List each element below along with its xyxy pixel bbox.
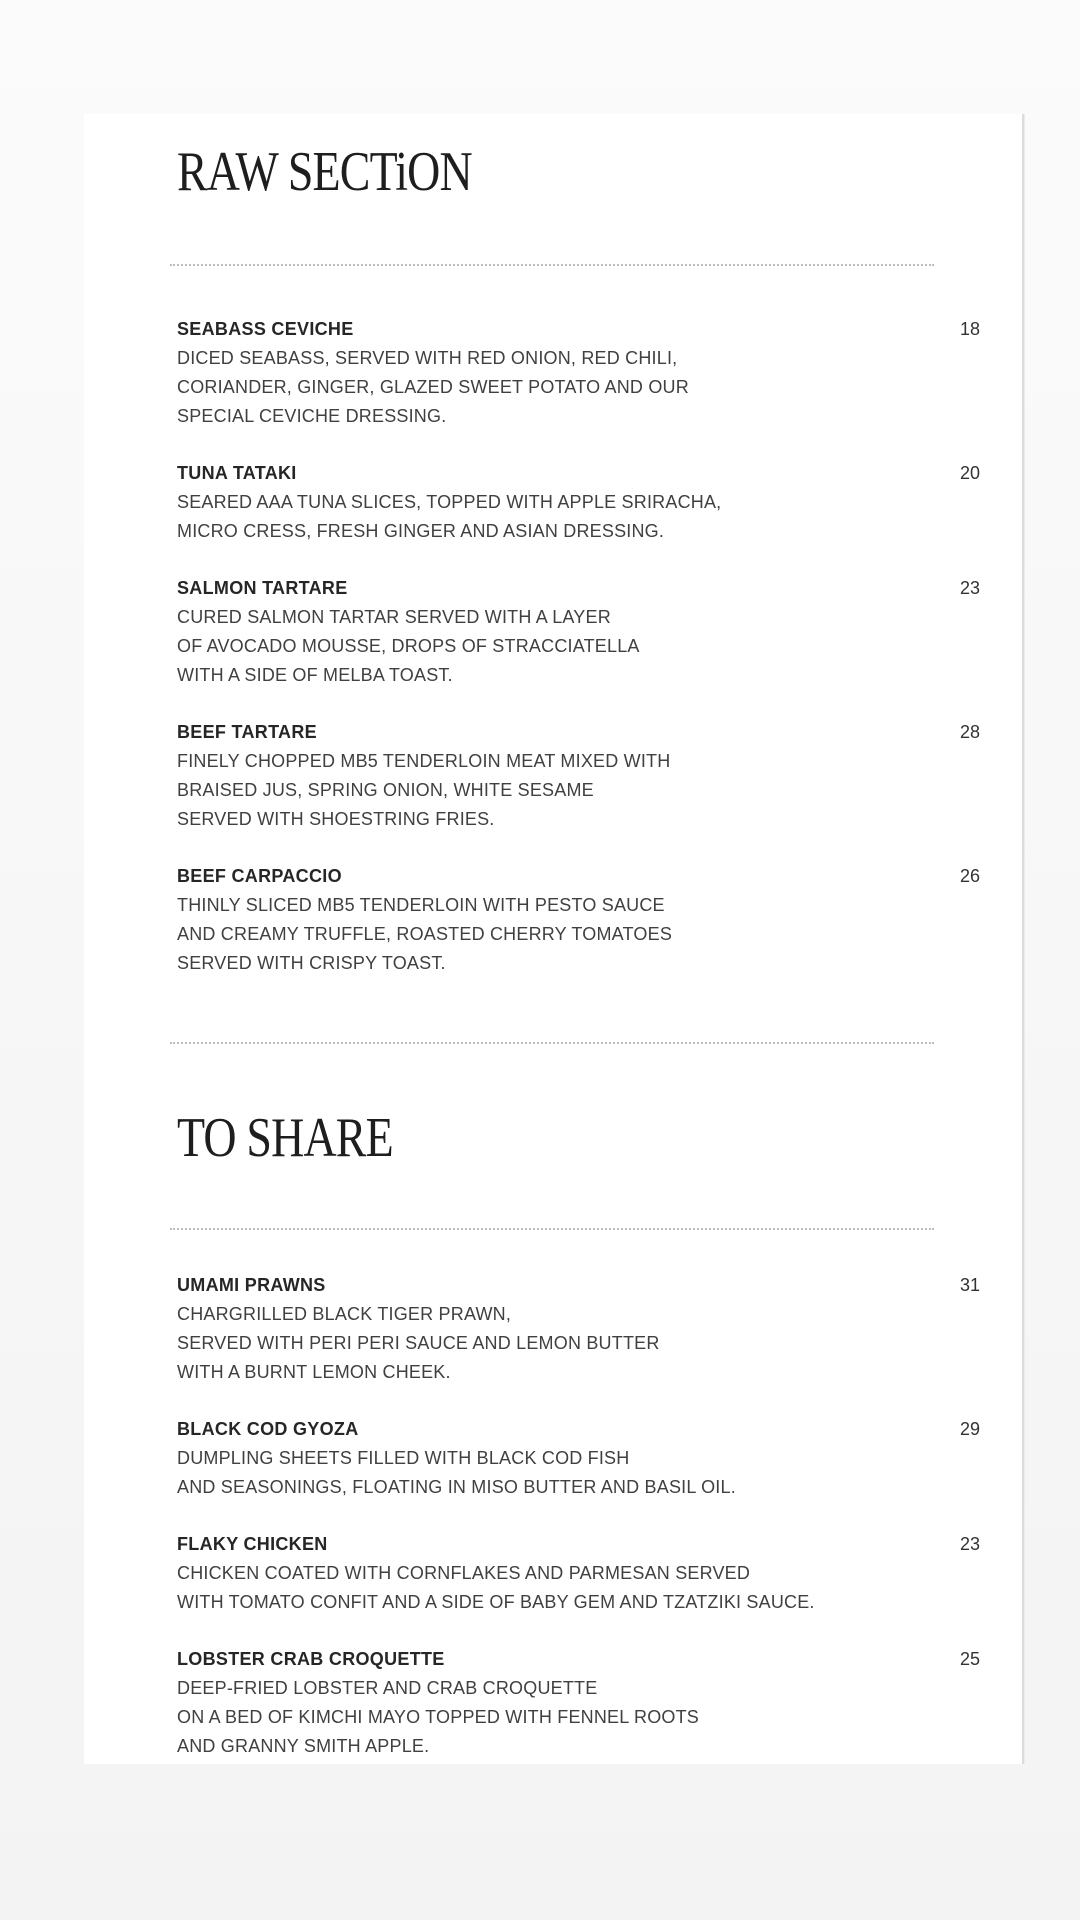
item-price: 28 xyxy=(960,722,981,742)
item-description: CHICKEN COATED WITH CORNFLAKES AND PARMESAN SERVED WITH TOMATO CONFIT AND A SIDE OF BABY GEM AND TZATZIKI SAUCE. xyxy=(177,1563,815,1612)
menu-item xyxy=(177,459,981,546)
item-name: TUNA TATAKI xyxy=(177,463,297,483)
menu-item xyxy=(177,1415,981,1502)
item-price: 26 xyxy=(960,866,981,886)
item-description: THINLY SLICED MB5 TENDERLOIN WITH PESTO SAUCE AND CREAMY TRUFFLE, ROASTED CHERRY TOMATOES SERVED WITH CRISPY TOAST. xyxy=(177,895,673,973)
item-description: DEEP-FRIED LOBSTER AND CRAB CROQUETTE ON A BED OF KIMCHI MAYO TOPPED WITH FENNEL ROOTS AND GRANNY SMITH APPLE. xyxy=(177,1678,700,1756)
menu-item xyxy=(177,1530,981,1617)
item-description: SEARED AAA TUNA SLICES, TOPPED WITH APPLE SRIRACHA, MICRO CRESS, FRESH GINGER AND ASIAN DRESSING. xyxy=(177,492,722,541)
menu-item xyxy=(177,574,981,690)
item-description: DUMPLING SHEETS FILLED WITH BLACK COD FISH AND SEASONINGS, FLOATING IN MISO BUTTER AND BASIL OIL. xyxy=(177,1448,736,1497)
divider xyxy=(170,264,934,266)
item-description: CURED SALMON TARTAR SERVED WITH A LAYER OF AVOCADO MOUSSE, DROPS OF STRACCIATELLA WITH A SIDE OF MELBA TOAST. xyxy=(177,607,640,685)
menu-item xyxy=(177,718,981,834)
item-description: CHARGRILLED BLACK TIGER PRAWN, SERVED WITH PERI PERI SAUCE AND LEMON BUTTER WITH A BURNT LEMON CHEEK. xyxy=(177,1304,660,1382)
item-name: FLAKY CHICKEN xyxy=(177,1534,328,1554)
item-name: SALMON TARTARE xyxy=(177,578,348,598)
item-name: LOBSTER CRAB CROQUETTE xyxy=(177,1649,445,1669)
section-title-to-share: TO SHARE xyxy=(177,1107,393,1169)
item-name: BEEF CARPACCIO xyxy=(177,866,342,886)
item-name: SEABASS CEVICHE xyxy=(177,319,354,339)
item-price: 18 xyxy=(960,319,981,339)
item-price: 29 xyxy=(960,1419,981,1439)
item-price: 20 xyxy=(960,463,981,483)
divider xyxy=(170,1042,934,1044)
item-price: 23 xyxy=(960,578,981,598)
item-price: 25 xyxy=(960,1649,981,1669)
item-name: BEEF TARTARE xyxy=(177,722,317,742)
menu-page xyxy=(84,114,1022,1764)
item-description: DICED SEABASS, SERVED WITH RED ONION, RED CHILI, CORIANDER, GINGER, GLAZED SWEET POTATO AND OUR SPECIAL CEVICHE DRESSING. xyxy=(177,348,689,426)
item-name: UMAMI PRAWNS xyxy=(177,1275,326,1295)
item-price: 23 xyxy=(960,1534,981,1554)
divider xyxy=(170,1228,934,1230)
menu-item xyxy=(177,862,981,978)
menu-item xyxy=(177,1645,981,1761)
section-title-raw: RAW SECTiON xyxy=(177,141,472,203)
item-price: 31 xyxy=(960,1275,981,1295)
item-description: FINELY CHOPPED MB5 TENDERLOIN MEAT MIXED WITH BRAISED JUS, SPRING ONION, WHITE SESAME SERVED WITH SHOESTRING FRIES. xyxy=(177,751,671,829)
menu-item xyxy=(177,1271,981,1387)
menu-item xyxy=(177,315,981,431)
item-name: BLACK COD GYOZA xyxy=(177,1419,359,1439)
